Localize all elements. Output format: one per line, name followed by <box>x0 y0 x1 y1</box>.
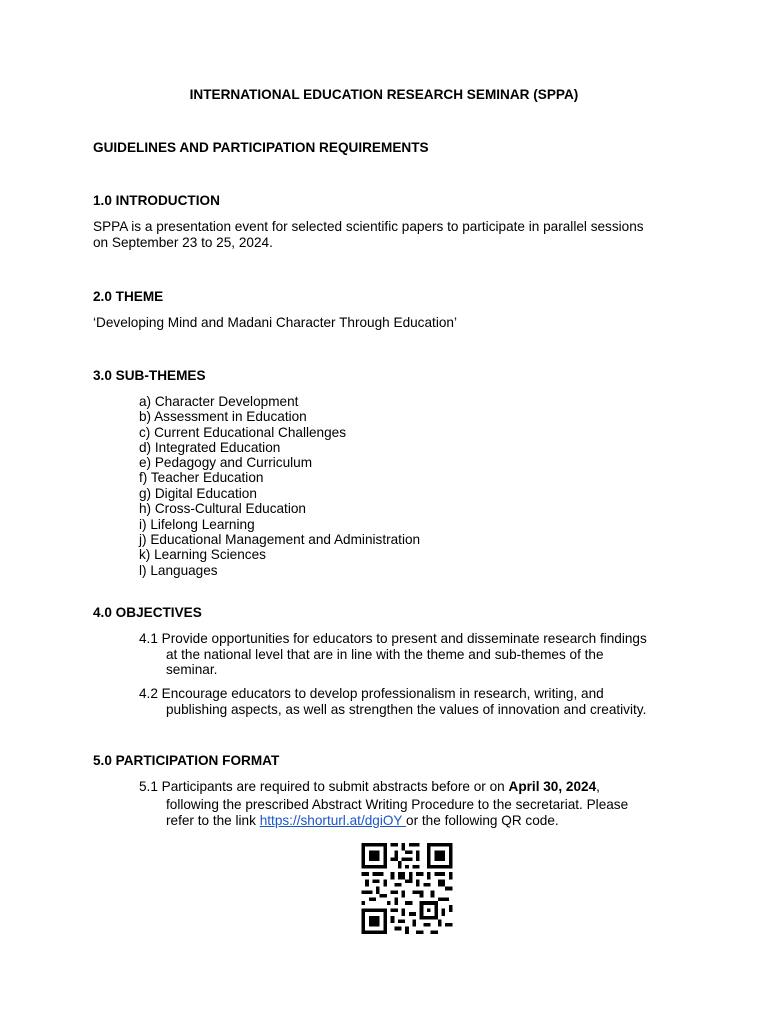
subtheme-item: l) Languages <box>139 563 218 578</box>
subtheme-item: d) Integrated Education <box>139 440 281 455</box>
qr-code-icon[interactable] <box>359 843 455 934</box>
shorturl-link[interactable]: https://shorturl.at/dgiOY <box>259 813 407 828</box>
subtheme-item: j) Educational Management and Administration <box>139 532 421 547</box>
subthemes-heading: 3.0 SUB-THEMES <box>93 368 206 383</box>
subtheme-item: e) Pedagogy and Curriculum <box>139 455 313 470</box>
theme-heading: 2.0 THEME <box>93 289 164 304</box>
link-prefix: refer to the link <box>166 813 260 828</box>
subtheme-item: h) Cross-Cultural Education <box>139 501 306 516</box>
subtheme-item: a) Character Development <box>139 394 299 409</box>
objective-4-2-line-1: 4.2 Encourage educators to develop professionalism in research, writing, and <box>139 686 604 701</box>
introduction-text-line-1: SPPA is a presentation event for selected scientific papers to participate in parallel sessions <box>93 219 644 234</box>
objective-4-1-line-3: seminar. <box>166 662 218 677</box>
format-5-1-suffix: , <box>596 779 600 794</box>
subtheme-item: k) Learning Sciences <box>139 547 266 562</box>
page-title: INTERNATIONAL EDUCATION RESEARCH SEMINAR (SPPA) <box>189 87 579 102</box>
participation-format-heading: 5.0 PARTICIPATION FORMAT <box>93 753 280 768</box>
subtheme-item: g) Digital Education <box>139 486 257 501</box>
format-5-1-line-2: following the prescribed Abstract Writing Procedure to the secretariat. Please <box>166 797 629 812</box>
guidelines-heading: GUIDELINES AND PARTICIPATION REQUIREMENTS <box>93 140 429 155</box>
format-5-1-line-3 <box>166 813 559 828</box>
introduction-text-line-2: on September 23 to 25, 2024. <box>93 235 273 250</box>
objective-4-1-line-1: 4.1 Provide opportunities for educators to present and disseminate research findings <box>139 631 647 646</box>
subtheme-item: b) Assessment in Education <box>139 409 307 424</box>
format-5-1-line-1 <box>139 779 600 794</box>
theme-text: ‘Developing Mind and Madani Character Through Education’ <box>93 315 457 330</box>
link-suffix: or the following QR code. <box>406 813 559 828</box>
subtheme-item: i) Lifelong Learning <box>139 517 255 532</box>
objective-4-1-line-2: at the national level that are in line with the theme and sub-themes of the <box>166 647 604 662</box>
objectives-heading: 4.0 OBJECTIVES <box>93 605 202 620</box>
deadline-date: April 30, 2024 <box>508 779 597 794</box>
objective-4-2-line-2: publishing aspects, as well as strengthen the values of innovation and creativity. <box>166 702 647 717</box>
subtheme-item: f) Teacher Education <box>139 470 264 485</box>
format-5-1-prefix: 5.1 Participants are required to submit abstracts before or on <box>139 779 509 794</box>
introduction-heading: 1.0 INTRODUCTION <box>93 193 220 208</box>
subtheme-item: c) Current Educational Challenges <box>139 425 347 440</box>
